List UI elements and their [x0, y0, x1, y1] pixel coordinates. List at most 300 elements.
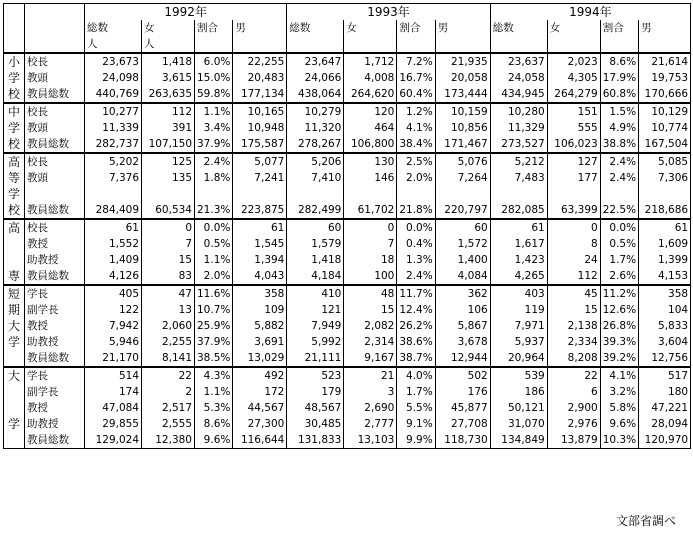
data-cell: 3: [344, 384, 397, 400]
table-row: [4, 334, 691, 350]
data-cell: 10,277: [85, 103, 142, 120]
data-cell: 9.6%: [600, 416, 638, 432]
data-cell: 134,849: [490, 432, 547, 449]
data-cell: 104: [639, 302, 691, 318]
data-cell: 13,879: [547, 432, 600, 449]
data-cell: 3,615: [142, 70, 195, 86]
data-cell: 3,691: [233, 334, 287, 350]
table-row: [4, 103, 691, 120]
data-cell: 179: [287, 384, 344, 400]
data-cell: 8: [547, 236, 600, 252]
data-cell: 10,856: [435, 120, 490, 136]
data-cell: 391: [142, 120, 195, 136]
data-cell: 60.4%: [397, 86, 435, 103]
data-cell: 4,084: [435, 268, 490, 285]
data-cell: 146: [344, 170, 397, 186]
data-cell: 5,077: [233, 153, 287, 170]
data-cell: 0.0%: [195, 219, 233, 236]
data-cell: 27,708: [435, 416, 490, 432]
row-label: [25, 186, 85, 202]
data-cell: 47,084: [85, 400, 142, 416]
data-cell: 1.7%: [397, 384, 435, 400]
year-header: 1993年: [287, 4, 490, 21]
statistics-table: [3, 3, 691, 449]
data-cell: 220,797: [435, 202, 490, 219]
data-cell: 12,756: [639, 350, 691, 367]
data-cell: 1,423: [490, 252, 547, 268]
column-header: 男: [435, 20, 490, 36]
data-cell: 63,399: [547, 202, 600, 219]
data-cell: 5,992: [287, 334, 344, 350]
data-cell: 47,221: [639, 400, 691, 416]
data-cell: 8,141: [142, 350, 195, 367]
data-cell: 60,534: [142, 202, 195, 219]
data-cell: 24,066: [287, 70, 344, 86]
data-cell: 15.0%: [195, 70, 233, 86]
data-cell: 28,094: [639, 416, 691, 432]
data-cell: 0: [344, 219, 397, 236]
data-cell: 106,023: [547, 136, 600, 153]
data-cell: 7.2%: [397, 53, 435, 70]
category-char: 校: [4, 136, 25, 153]
data-cell: 9,167: [344, 350, 397, 367]
category-char: 中: [4, 103, 25, 120]
data-cell: [344, 186, 397, 202]
data-cell: 109: [233, 302, 287, 318]
data-cell: 1,418: [142, 53, 195, 70]
data-cell: 38.6%: [397, 334, 435, 350]
data-cell: 282,085: [490, 202, 547, 219]
category-char: 高: [4, 219, 25, 236]
data-cell: 0: [547, 219, 600, 236]
data-cell: 125: [142, 153, 195, 170]
data-cell: 1,399: [639, 252, 691, 268]
column-header: 割合: [195, 20, 233, 36]
data-cell: 22: [142, 367, 195, 384]
data-cell: 83: [142, 268, 195, 285]
data-cell: 1,617: [490, 236, 547, 252]
data-cell: 61: [490, 219, 547, 236]
data-cell: 12.6%: [600, 302, 638, 318]
table-row: [4, 285, 691, 302]
data-cell: 20,058: [435, 70, 490, 86]
data-cell: [547, 186, 600, 202]
data-cell: 358: [639, 285, 691, 302]
category-char: 高: [4, 153, 25, 170]
row-label: 校長: [25, 219, 85, 236]
data-cell: 173,444: [435, 86, 490, 103]
data-cell: 1,394: [233, 252, 287, 268]
data-cell: 2,138: [547, 318, 600, 334]
data-cell: 118,730: [435, 432, 490, 449]
data-cell: 31,070: [490, 416, 547, 432]
category-char: [4, 400, 25, 416]
data-cell: 10.7%: [195, 302, 233, 318]
data-cell: 4.1%: [600, 367, 638, 384]
data-cell: 0: [142, 219, 195, 236]
data-cell: 11.2%: [600, 285, 638, 302]
data-cell: 10.3%: [600, 432, 638, 449]
data-cell: 5,833: [639, 318, 691, 334]
data-cell: 7,971: [490, 318, 547, 334]
data-cell: 4,265: [490, 268, 547, 285]
data-cell: 7: [142, 236, 195, 252]
data-cell: 7: [344, 236, 397, 252]
row-label: 学長: [25, 285, 85, 302]
data-cell: 5,202: [85, 153, 142, 170]
category-char: 小: [4, 53, 25, 70]
data-cell: 175,587: [233, 136, 287, 153]
data-cell: 9.1%: [397, 416, 435, 432]
table-row: [4, 170, 691, 186]
data-cell: [85, 186, 142, 202]
year-header: 1992年: [85, 4, 287, 21]
data-cell: 13: [142, 302, 195, 318]
data-cell: 20,964: [490, 350, 547, 367]
empty-cell: [195, 36, 233, 53]
data-cell: 21,170: [85, 350, 142, 367]
empty-cell: [287, 36, 344, 53]
data-cell: 180: [639, 384, 691, 400]
data-cell: 17.9%: [600, 70, 638, 86]
data-cell: 23,673: [85, 53, 142, 70]
data-cell: 172: [233, 384, 287, 400]
data-cell: 4,153: [639, 268, 691, 285]
data-cell: 15: [344, 302, 397, 318]
data-cell: 37.9%: [195, 136, 233, 153]
data-cell: 1,545: [233, 236, 287, 252]
data-cell: [233, 186, 287, 202]
data-cell: 2,255: [142, 334, 195, 350]
data-cell: 38.4%: [397, 136, 435, 153]
data-cell: 2.0%: [397, 170, 435, 186]
data-cell: 24,098: [85, 70, 142, 86]
data-cell: 10,159: [435, 103, 490, 120]
table-row: [4, 318, 691, 334]
data-cell: 2,334: [547, 334, 600, 350]
data-cell: 7,949: [287, 318, 344, 334]
data-cell: 5,867: [435, 318, 490, 334]
data-cell: 8.6%: [600, 53, 638, 70]
data-cell: 22: [547, 367, 600, 384]
category-char: 校: [4, 202, 25, 219]
data-cell: 523: [287, 367, 344, 384]
data-cell: 48,567: [287, 400, 344, 416]
table-row: [4, 432, 691, 449]
data-cell: 61: [639, 219, 691, 236]
table-row: [4, 219, 691, 236]
data-cell: 37.9%: [195, 334, 233, 350]
data-cell: 2: [142, 384, 195, 400]
data-cell: 4.0%: [397, 367, 435, 384]
row-label: 校長: [25, 103, 85, 120]
data-cell: 135: [142, 170, 195, 186]
data-cell: 1,409: [85, 252, 142, 268]
column-header: 女: [142, 20, 195, 36]
data-cell: 282,499: [287, 202, 344, 219]
category-char: 大: [4, 318, 25, 334]
data-cell: 2,976: [547, 416, 600, 432]
row-label: 教員総数: [25, 432, 85, 449]
row-label: 助教授: [25, 416, 85, 432]
data-cell: 38.8%: [600, 136, 638, 153]
row-label: 教員総数: [25, 350, 85, 367]
column-header: 男: [639, 20, 691, 36]
column-header-row: [4, 20, 691, 36]
data-cell: 3.2%: [600, 384, 638, 400]
data-cell: 1.5%: [600, 103, 638, 120]
unit-label: 人: [85, 36, 142, 53]
data-cell: 5,946: [85, 334, 142, 350]
data-cell: 10,129: [639, 103, 691, 120]
data-cell: 170,666: [639, 86, 691, 103]
empty-cell: [233, 36, 287, 53]
data-cell: 127: [547, 153, 600, 170]
data-cell: 539: [490, 367, 547, 384]
row-label: 教頭: [25, 170, 85, 186]
data-cell: 4,184: [287, 268, 344, 285]
column-header: 女: [547, 20, 600, 36]
data-cell: 38.5%: [195, 350, 233, 367]
row-label: 教員総数: [25, 86, 85, 103]
data-cell: 107,150: [142, 136, 195, 153]
data-cell: 218,686: [639, 202, 691, 219]
data-cell: 11,339: [85, 120, 142, 136]
unit-label: 人: [142, 36, 195, 53]
data-cell: 1.8%: [195, 170, 233, 186]
data-cell: 151: [547, 103, 600, 120]
data-cell: 2,082: [344, 318, 397, 334]
column-header: 総数: [287, 20, 344, 36]
data-cell: 5,937: [490, 334, 547, 350]
data-cell: 19,753: [639, 70, 691, 86]
data-cell: 177,134: [233, 86, 287, 103]
data-cell: 6: [547, 384, 600, 400]
data-cell: 20,483: [233, 70, 287, 86]
data-cell: 1,552: [85, 236, 142, 252]
data-cell: 106: [435, 302, 490, 318]
data-cell: 5,206: [287, 153, 344, 170]
category-char: [4, 432, 25, 449]
table-row: [4, 400, 691, 416]
data-cell: 2.4%: [195, 153, 233, 170]
category-char: [4, 252, 25, 268]
data-cell: 130: [344, 153, 397, 170]
category-char: 学: [4, 120, 25, 136]
data-cell: 464: [344, 120, 397, 136]
data-cell: 1.7%: [600, 252, 638, 268]
data-cell: 61,702: [344, 202, 397, 219]
empty-cell: [600, 36, 638, 53]
data-cell: 223,875: [233, 202, 287, 219]
data-cell: 21: [344, 367, 397, 384]
data-cell: 514: [85, 367, 142, 384]
data-cell: 44,567: [233, 400, 287, 416]
category-char: 大: [4, 367, 25, 384]
data-cell: 0.4%: [397, 236, 435, 252]
data-cell: 122: [85, 302, 142, 318]
data-cell: 24,058: [490, 70, 547, 86]
data-cell: 39.2%: [600, 350, 638, 367]
data-cell: 410: [287, 285, 344, 302]
row-label: 教授: [25, 236, 85, 252]
data-cell: 405: [85, 285, 142, 302]
data-cell: 2.0%: [195, 268, 233, 285]
table-row: [4, 70, 691, 86]
data-cell: [490, 186, 547, 202]
data-cell: 21.3%: [195, 202, 233, 219]
category-char: [4, 236, 25, 252]
data-cell: 5,212: [490, 153, 547, 170]
table-row: [4, 186, 691, 202]
data-cell: 7,264: [435, 170, 490, 186]
data-cell: 119: [490, 302, 547, 318]
data-cell: 0.5%: [195, 236, 233, 252]
data-cell: 2,690: [344, 400, 397, 416]
data-cell: 5,882: [233, 318, 287, 334]
data-cell: 2.5%: [397, 153, 435, 170]
data-cell: 120: [344, 103, 397, 120]
data-cell: 24: [547, 252, 600, 268]
data-cell: 5.8%: [600, 400, 638, 416]
data-cell: 116,644: [233, 432, 287, 449]
data-cell: 21,111: [287, 350, 344, 367]
data-cell: 358: [233, 285, 287, 302]
row-label: 助教授: [25, 252, 85, 268]
row-label: 教授: [25, 318, 85, 334]
empty-cell: [490, 36, 547, 53]
data-cell: 11.6%: [195, 285, 233, 302]
data-cell: 2,777: [344, 416, 397, 432]
row-label: 校長: [25, 153, 85, 170]
row-label: 教頭: [25, 120, 85, 136]
data-cell: 12.4%: [397, 302, 435, 318]
data-cell: 1,572: [435, 236, 490, 252]
data-cell: 10,165: [233, 103, 287, 120]
data-cell: 0.5%: [600, 236, 638, 252]
data-cell: 61: [233, 219, 287, 236]
data-cell: 2,900: [547, 400, 600, 416]
year-header: 1994年: [490, 4, 690, 21]
data-cell: 284,409: [85, 202, 142, 219]
data-cell: 13,029: [233, 350, 287, 367]
data-cell: 7,410: [287, 170, 344, 186]
data-cell: 120,970: [639, 432, 691, 449]
table-row: [4, 236, 691, 252]
data-cell: 174: [85, 384, 142, 400]
corner-cell: [4, 36, 25, 53]
table-row: [4, 384, 691, 400]
data-cell: 48: [344, 285, 397, 302]
data-cell: [397, 186, 435, 202]
table-row: [4, 252, 691, 268]
data-cell: 15: [142, 252, 195, 268]
data-cell: 5.5%: [397, 400, 435, 416]
data-cell: 23,647: [287, 53, 344, 70]
data-cell: 4.9%: [600, 120, 638, 136]
data-cell: 1.3%: [397, 252, 435, 268]
data-cell: 4,043: [233, 268, 287, 285]
data-cell: 10,948: [233, 120, 287, 136]
data-cell: 10,774: [639, 120, 691, 136]
data-cell: 11,329: [490, 120, 547, 136]
data-cell: 502: [435, 367, 490, 384]
data-cell: [639, 186, 691, 202]
category-char: 学: [4, 70, 25, 86]
empty-cell: [639, 36, 691, 53]
data-cell: 106,800: [344, 136, 397, 153]
data-cell: 2.4%: [600, 153, 638, 170]
data-cell: 13,103: [344, 432, 397, 449]
empty-cell: [547, 36, 600, 53]
data-cell: 25.9%: [195, 318, 233, 334]
category-char: 短: [4, 285, 25, 302]
table-row: [4, 367, 691, 384]
category-char: 等: [4, 170, 25, 186]
data-cell: 7,483: [490, 170, 547, 186]
data-cell: 15: [547, 302, 600, 318]
corner-cell: [25, 4, 85, 21]
row-label: 教員総数: [25, 202, 85, 219]
data-cell: 362: [435, 285, 490, 302]
data-cell: 8,208: [547, 350, 600, 367]
data-cell: 4.1%: [397, 120, 435, 136]
year-header-row: [4, 4, 691, 21]
data-cell: 278,267: [287, 136, 344, 153]
data-cell: 282,737: [85, 136, 142, 153]
data-cell: 5,076: [435, 153, 490, 170]
data-cell: 21.8%: [397, 202, 435, 219]
data-cell: 10,280: [490, 103, 547, 120]
data-cell: 0.0%: [397, 219, 435, 236]
data-cell: 8.6%: [195, 416, 233, 432]
data-cell: 264,620: [344, 86, 397, 103]
data-cell: 47: [142, 285, 195, 302]
empty-cell: [435, 36, 490, 53]
data-cell: 60: [287, 219, 344, 236]
data-cell: 45: [547, 285, 600, 302]
corner-cell: [25, 20, 85, 36]
data-cell: 129,024: [85, 432, 142, 449]
data-cell: 60: [435, 219, 490, 236]
row-label: 学長: [25, 367, 85, 384]
data-cell: 3,604: [639, 334, 691, 350]
category-char: [4, 350, 25, 367]
row-label: 副学長: [25, 302, 85, 318]
data-cell: 45,877: [435, 400, 490, 416]
data-cell: 177: [547, 170, 600, 186]
data-cell: 22.5%: [600, 202, 638, 219]
table-row: [4, 302, 691, 318]
data-cell: 7,241: [233, 170, 287, 186]
data-cell: 21,935: [435, 53, 490, 70]
table-row: [4, 416, 691, 432]
data-cell: 61: [85, 219, 142, 236]
data-cell: 11.7%: [397, 285, 435, 302]
data-cell: 1.1%: [195, 384, 233, 400]
data-cell: 100: [344, 268, 397, 285]
data-cell: 60.8%: [600, 86, 638, 103]
column-header: 割合: [600, 20, 638, 36]
column-header: 男: [233, 20, 287, 36]
data-cell: 4,008: [344, 70, 397, 86]
data-cell: 171,467: [435, 136, 490, 153]
data-cell: 434,945: [490, 86, 547, 103]
empty-cell: [397, 36, 435, 53]
data-cell: 121: [287, 302, 344, 318]
data-cell: [195, 186, 233, 202]
data-cell: [600, 186, 638, 202]
